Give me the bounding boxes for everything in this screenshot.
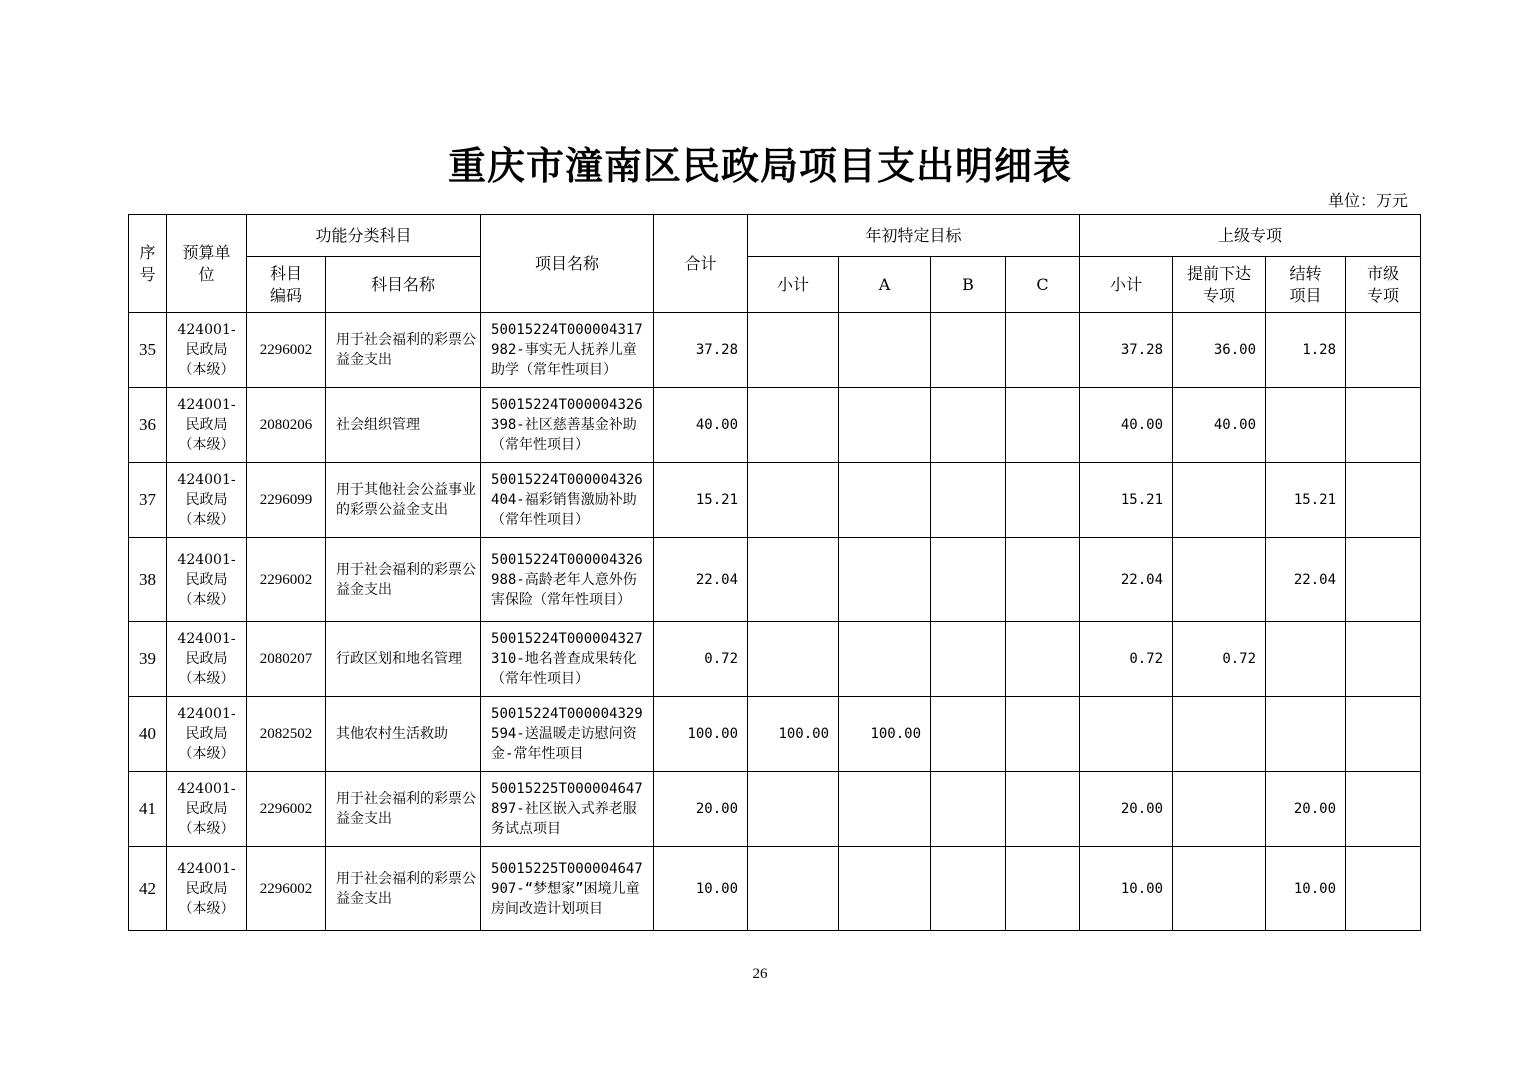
row-subject-code: 2080207 — [247, 622, 326, 697]
row-advance: 0.72 — [1173, 622, 1266, 697]
row-c — [1006, 847, 1080, 931]
row-carryover — [1266, 388, 1346, 463]
table-row — [129, 847, 1421, 931]
row-a — [839, 388, 931, 463]
header-c: C — [1006, 257, 1080, 313]
row-subject-name: 用于社会福利的彩票公益金支出 — [326, 772, 481, 847]
row-advance — [1173, 463, 1266, 538]
header-superior-subtotal: 小计 — [1080, 257, 1173, 313]
header-carryover: 结转项目 — [1266, 257, 1346, 313]
header-budget-unit: 预算单位 — [167, 215, 247, 313]
row-budget-unit: 424001-民政局（本级） — [167, 463, 247, 538]
row-budget-unit: 424001-民政局（本级） — [167, 388, 247, 463]
header-target-subtotal: 小计 — [748, 257, 839, 313]
row-b — [931, 622, 1006, 697]
row-superior-subtotal: 15.21 — [1080, 463, 1173, 538]
row-target-subtotal — [748, 772, 839, 847]
row-budget-unit: 424001-民政局（本级） — [167, 313, 247, 388]
expenditure-table — [128, 214, 1421, 931]
row-target-subtotal — [748, 538, 839, 622]
table-body — [129, 313, 1421, 931]
row-c — [1006, 388, 1080, 463]
row-c — [1006, 538, 1080, 622]
row-total: 20.00 — [654, 772, 748, 847]
row-target-subtotal — [748, 463, 839, 538]
row-c — [1006, 622, 1080, 697]
row-subject-name: 其他农村生活救助 — [326, 697, 481, 772]
row-target-subtotal: 100.00 — [748, 697, 839, 772]
row-a: 100.00 — [839, 697, 931, 772]
row-advance — [1173, 847, 1266, 931]
row-carryover — [1266, 622, 1346, 697]
row-city — [1346, 463, 1421, 538]
row-a — [839, 538, 931, 622]
row-c — [1006, 697, 1080, 772]
row-subject-name: 行政区划和地名管理 — [326, 622, 481, 697]
table-header — [129, 215, 1421, 313]
row-total: 40.00 — [654, 388, 748, 463]
row-subject-code: 2296099 — [247, 463, 326, 538]
header-subject-name: 科目名称 — [326, 257, 481, 313]
row-subject-name: 用于社会福利的彩票公益金支出 — [326, 538, 481, 622]
row-budget-unit: 424001-民政局（本级） — [167, 847, 247, 931]
row-project-name: 50015224T000004327310-地名普查成果转化（常年性项目） — [481, 622, 654, 697]
row-budget-unit: 424001-民政局（本级） — [167, 772, 247, 847]
row-subject-name: 用于其他社会公益事业的彩票公益金支出 — [326, 463, 481, 538]
row-advance: 40.00 — [1173, 388, 1266, 463]
row-target-subtotal — [748, 622, 839, 697]
table-row — [129, 313, 1421, 388]
row-city — [1346, 772, 1421, 847]
row-carryover: 20.00 — [1266, 772, 1346, 847]
row-advance — [1173, 538, 1266, 622]
row-seq: 38 — [129, 538, 167, 622]
row-carryover — [1266, 697, 1346, 772]
row-b — [931, 772, 1006, 847]
header-advance: 提前下达专项 — [1173, 257, 1266, 313]
row-total: 15.21 — [654, 463, 748, 538]
row-c — [1006, 463, 1080, 538]
row-carryover: 10.00 — [1266, 847, 1346, 931]
row-target-subtotal — [748, 388, 839, 463]
row-seq: 42 — [129, 847, 167, 931]
row-superior-subtotal — [1080, 697, 1173, 772]
header-a: A — [839, 257, 931, 313]
row-advance: 36.00 — [1173, 313, 1266, 388]
row-a — [839, 772, 931, 847]
row-seq: 37 — [129, 463, 167, 538]
row-a — [839, 463, 931, 538]
row-a — [839, 847, 931, 931]
row-subject-name: 社会组织管理 — [326, 388, 481, 463]
row-subject-code: 2082502 — [247, 697, 326, 772]
row-city — [1346, 622, 1421, 697]
header-superior: 上级专项 — [1080, 215, 1421, 257]
row-subject-code: 2080206 — [247, 388, 326, 463]
row-budget-unit: 424001-民政局（本级） — [167, 538, 247, 622]
row-subject-code: 2296002 — [247, 847, 326, 931]
table-row — [129, 622, 1421, 697]
row-c — [1006, 772, 1080, 847]
row-project-name: 50015224T000004329594-送温暖走访慰问资金-常年性项目 — [481, 697, 654, 772]
row-total: 100.00 — [654, 697, 748, 772]
header-project-name: 项目名称 — [481, 215, 654, 313]
row-seq: 35 — [129, 313, 167, 388]
header-func-class: 功能分类科目 — [247, 215, 481, 257]
row-subject-code: 2296002 — [247, 538, 326, 622]
row-project-name: 50015225T000004647907-“梦想家”困境儿童房间改造计划项目 — [481, 847, 654, 931]
row-city — [1346, 313, 1421, 388]
row-superior-subtotal: 40.00 — [1080, 388, 1173, 463]
row-carryover: 1.28 — [1266, 313, 1346, 388]
page-number: 26 — [752, 966, 768, 982]
row-city — [1346, 538, 1421, 622]
row-b — [931, 697, 1006, 772]
row-project-name: 50015224T000004326988-高龄老年人意外伤害保险（常年性项目） — [481, 538, 654, 622]
row-seq: 36 — [129, 388, 167, 463]
header-seq: 序号 — [129, 215, 167, 313]
row-a — [839, 622, 931, 697]
row-a — [839, 313, 931, 388]
row-total: 37.28 — [654, 313, 748, 388]
row-advance — [1173, 772, 1266, 847]
row-b — [931, 847, 1006, 931]
row-total: 22.04 — [654, 538, 748, 622]
row-budget-unit: 424001-民政局（本级） — [167, 622, 247, 697]
row-city — [1346, 847, 1421, 931]
row-total: 10.00 — [654, 847, 748, 931]
row-project-name: 50015224T000004317982-事实无人抚养儿童助学（常年性项目） — [481, 313, 654, 388]
table-row — [129, 463, 1421, 538]
row-subject-code: 2296002 — [247, 313, 326, 388]
header-subject-code: 科目编码 — [247, 257, 326, 313]
row-superior-subtotal: 20.00 — [1080, 772, 1173, 847]
row-superior-subtotal: 37.28 — [1080, 313, 1173, 388]
row-seq: 40 — [129, 697, 167, 772]
header-city: 市级专项 — [1346, 257, 1421, 313]
row-b — [931, 388, 1006, 463]
row-target-subtotal — [748, 847, 839, 931]
header-total: 合计 — [654, 215, 748, 313]
header-annual-target: 年初特定目标 — [748, 215, 1080, 257]
row-subject-name: 用于社会福利的彩票公益金支出 — [326, 847, 481, 931]
row-c — [1006, 313, 1080, 388]
table-row — [129, 538, 1421, 622]
row-b — [931, 313, 1006, 388]
row-subject-name: 用于社会福利的彩票公益金支出 — [326, 313, 481, 388]
row-carryover: 15.21 — [1266, 463, 1346, 538]
row-subject-code: 2296002 — [247, 772, 326, 847]
row-target-subtotal — [748, 313, 839, 388]
table-row — [129, 772, 1421, 847]
unit-label: 单位：万元 — [1327, 191, 1408, 210]
row-seq: 39 — [129, 622, 167, 697]
row-advance — [1173, 697, 1266, 772]
row-b — [931, 538, 1006, 622]
row-city — [1346, 388, 1421, 463]
row-project-name: 50015224T000004326398-社区慈善基金补助（常年性项目） — [481, 388, 654, 463]
row-superior-subtotal: 22.04 — [1080, 538, 1173, 622]
table-row — [129, 697, 1421, 772]
row-budget-unit: 424001-民政局（本级） — [167, 697, 247, 772]
table-row — [129, 388, 1421, 463]
row-city — [1346, 697, 1421, 772]
header-b: B — [931, 257, 1006, 313]
page-title: 重庆市潼南区民政局项目支出明细表 — [447, 143, 1072, 188]
row-carryover: 22.04 — [1266, 538, 1346, 622]
row-total: 0.72 — [654, 622, 748, 697]
row-superior-subtotal: 0.72 — [1080, 622, 1173, 697]
row-seq: 41 — [129, 772, 167, 847]
row-b — [931, 463, 1006, 538]
row-project-name: 50015225T000004647897-社区嵌入式养老服务试点项目 — [481, 772, 654, 847]
row-superior-subtotal: 10.00 — [1080, 847, 1173, 931]
row-project-name: 50015224T000004326404-福彩销售激励补助（常年性项目） — [481, 463, 654, 538]
